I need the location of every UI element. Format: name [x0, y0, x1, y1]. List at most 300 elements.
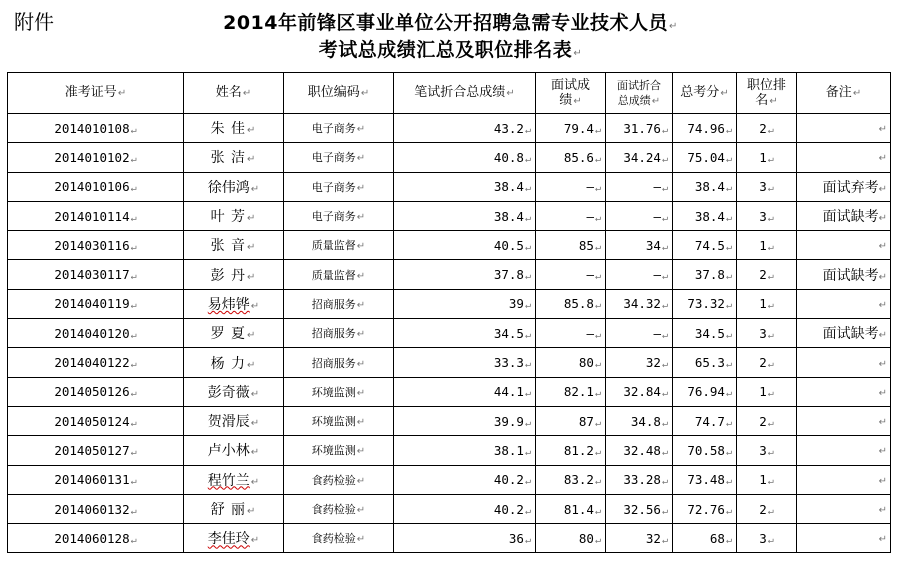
table-row: [8, 406, 891, 435]
table-row: [8, 465, 891, 494]
cell-exam-id-text: 2014060131: [54, 472, 130, 488]
paragraph-mark-icon: ↵: [725, 446, 732, 458]
cell-interview-score: [536, 114, 606, 143]
cell-interview-score: [536, 465, 606, 494]
cell-interview-converted: [606, 289, 673, 318]
cell-name: [184, 436, 284, 465]
cell-written-score-text: 38.4: [493, 208, 524, 224]
cell-position-code: [284, 436, 394, 465]
paragraph-mark-icon: ↵: [878, 183, 887, 195]
cell-written-score-text: 40.2: [493, 501, 524, 517]
cell-position-rank: [737, 201, 797, 230]
cell-exam-id: [8, 260, 184, 289]
cell-name-text: 张 音: [210, 238, 247, 255]
paragraph-mark-icon: ↵: [661, 241, 668, 253]
table-row: [8, 319, 891, 348]
paragraph-mark-icon: ↵: [524, 329, 531, 341]
cell-interview-score: [536, 289, 606, 318]
cell-exam-id: [8, 289, 184, 318]
paragraph-mark-icon: ↵: [524, 446, 531, 458]
cell-position-rank-text: 1: [759, 149, 767, 165]
cell-total-score: [673, 289, 737, 318]
cell-total-score: [673, 143, 737, 172]
paragraph-mark-icon: ↵: [767, 446, 774, 458]
paragraph-mark-icon: ↵: [878, 358, 887, 370]
cell-written-score: [394, 143, 536, 172]
paragraph-mark-icon: ↵: [356, 270, 366, 282]
cell-interview-converted: [606, 231, 673, 260]
table-row: [8, 348, 891, 377]
paragraph-mark-icon: ↵: [661, 329, 668, 341]
cell-position-code-text: 电子商务: [311, 151, 356, 165]
cell-written-score: [394, 114, 536, 143]
cell-interview-score-text: 80: [578, 355, 594, 371]
cell-interview-score: [536, 260, 606, 289]
paragraph-mark-icon: ↵: [725, 300, 732, 312]
cell-interview-score-text: 85.8: [563, 296, 594, 312]
table-row: [8, 260, 891, 289]
paragraph-mark-icon: ↵: [524, 241, 531, 253]
paragraph-mark-icon: ↵: [767, 183, 774, 195]
cell-interview-converted-text: —: [653, 267, 661, 283]
cell-name-text: 舒 丽: [210, 502, 247, 518]
paragraph-mark-icon: ↵: [130, 212, 137, 224]
cell-remark: [797, 406, 891, 435]
ranking-table: [7, 72, 891, 553]
header-remark: 备注↵: [797, 73, 891, 114]
cell-interview-converted-text: 32.56: [623, 501, 661, 517]
paragraph-mark-icon: ↵: [878, 475, 887, 487]
cell-interview-converted-text: 32: [645, 355, 661, 371]
cell-name: [184, 406, 284, 435]
paragraph-mark-icon: ↵: [767, 388, 774, 400]
cell-remark-text: 面试缺考: [822, 267, 879, 284]
cell-position-code-text: 招商服务: [311, 327, 356, 341]
cell-written-score: [394, 348, 536, 377]
cell-written-score-text: 34.5: [493, 325, 524, 341]
cell-total-score: [673, 465, 737, 494]
paragraph-mark-icon: ↵: [524, 505, 531, 517]
cell-position-rank: [737, 260, 797, 289]
cell-position-rank-text: 1: [759, 384, 767, 400]
cell-written-score-text: 40.8: [493, 149, 524, 165]
paragraph-mark-icon: ↵: [594, 241, 601, 253]
cell-total-score-text: 37.8: [694, 267, 725, 283]
cell-position-code: [284, 260, 394, 289]
cell-exam-id: [8, 172, 184, 201]
paragraph-mark-icon: ↵: [356, 446, 366, 458]
cell-name: [184, 231, 284, 260]
cell-exam-id: [8, 201, 184, 230]
paragraph-mark-icon: ↵: [661, 183, 668, 195]
cell-written-score-text: 36: [508, 530, 524, 546]
paragraph-mark-icon: ↵: [594, 271, 601, 283]
cell-total-score: [673, 436, 737, 465]
header-total-score: 总考分↵: [673, 73, 737, 114]
cell-position-code: [284, 348, 394, 377]
paragraph-mark-icon: ↵: [669, 21, 678, 32]
paragraph-mark-icon: ↵: [594, 476, 601, 488]
paragraph-mark-icon: ↵: [250, 183, 260, 195]
cell-remark-text: 面试缺考: [822, 209, 879, 226]
cell-interview-converted: [606, 406, 673, 435]
cell-total-score-text: 75.04: [687, 149, 725, 165]
cell-name-text: 罗 夏: [210, 326, 247, 343]
cell-interview-score-text: 82.1: [563, 384, 594, 400]
header-position-code: 职位编码↵: [284, 73, 394, 114]
cell-exam-id-text: 2014060128: [54, 530, 130, 546]
cell-position-code-text: 电子商务: [311, 210, 356, 224]
cell-exam-id-text: 2014050126: [54, 384, 130, 400]
document-title-line2: [0, 35, 901, 62]
cell-total-score-text: 38.4: [694, 179, 725, 195]
cell-interview-converted: [606, 377, 673, 406]
cell-interview-converted: [606, 172, 673, 201]
cell-total-score: [673, 319, 737, 348]
cell-interview-converted-text: 34.24: [623, 149, 661, 165]
cell-interview-score: [536, 436, 606, 465]
cell-interview-score: [536, 524, 606, 553]
paragraph-mark-icon: ↵: [661, 271, 668, 283]
paragraph-mark-icon: ↵: [661, 446, 668, 458]
cell-written-score-text: 38.4: [493, 179, 524, 195]
paragraph-mark-icon: ↵: [878, 124, 887, 136]
cell-interview-converted: [606, 260, 673, 289]
cell-exam-id-text: 2014030116: [54, 237, 130, 253]
table-row: [8, 436, 891, 465]
cell-written-score-text: 40.5: [493, 237, 524, 253]
paragraph-mark-icon: ↵: [130, 271, 137, 283]
cell-position-code-text: 电子商务: [311, 122, 356, 136]
cell-name: [184, 143, 284, 172]
paragraph-mark-icon: ↵: [661, 300, 668, 312]
paragraph-mark-icon: ↵: [661, 476, 668, 488]
cell-interview-converted: [606, 494, 673, 523]
paragraph-mark-icon: ↵: [130, 417, 137, 429]
cell-interview-converted-text: 32.48: [623, 442, 661, 458]
paragraph-mark-icon: ↵: [130, 329, 137, 341]
paragraph-mark-icon: ↵: [767, 241, 774, 253]
cell-position-rank: [737, 143, 797, 172]
cell-written-score: [394, 377, 536, 406]
cell-name: [184, 172, 284, 201]
cell-total-score: [673, 494, 737, 523]
paragraph-mark-icon: ↵: [356, 212, 366, 224]
cell-exam-id: [8, 114, 184, 143]
paragraph-mark-icon: ↵: [767, 505, 774, 517]
cell-remark: [797, 348, 891, 377]
paragraph-mark-icon: ↵: [247, 213, 257, 225]
paragraph-mark-icon: ↵: [130, 388, 137, 400]
paragraph-mark-icon: ↵: [767, 271, 774, 283]
cell-remark: [797, 319, 891, 348]
cell-position-rank: [737, 524, 797, 553]
cell-position-code: [284, 494, 394, 523]
cell-exam-id-text: 2014010106: [54, 179, 130, 195]
cell-exam-id: [8, 319, 184, 348]
cell-written-score: [394, 201, 536, 230]
cell-name-text: 卢小林: [207, 443, 250, 460]
paragraph-mark-icon: ↵: [356, 475, 366, 487]
cell-total-score: [673, 348, 737, 377]
cell-position-rank-text: 2: [759, 267, 767, 283]
paragraph-mark-icon: ↵: [661, 388, 668, 400]
paragraph-mark-icon: ↵: [594, 388, 601, 400]
cell-total-score-text: 72.76: [687, 501, 725, 517]
paragraph-mark-icon: ↵: [725, 329, 732, 341]
cell-exam-id-text: 2014040119: [54, 296, 130, 312]
paragraph-mark-icon: ↵: [524, 124, 531, 136]
paragraph-mark-icon: ↵: [767, 300, 774, 312]
header-written-score: 笔试折合总成绩↵: [394, 73, 536, 114]
cell-written-score: [394, 172, 536, 201]
cell-total-score: [673, 172, 737, 201]
cell-interview-score-text: —: [586, 208, 594, 224]
cell-position-code-text: 食药检验: [311, 532, 356, 546]
table-row: [8, 377, 891, 406]
paragraph-mark-icon: ↵: [247, 125, 257, 137]
paragraph-mark-icon: ↵: [356, 182, 366, 194]
paragraph-mark-icon: ↵: [661, 359, 668, 371]
cell-total-score-text: 65.3: [694, 355, 725, 371]
cell-position-code: [284, 289, 394, 318]
cell-interview-converted: [606, 201, 673, 230]
cell-interview-score: [536, 377, 606, 406]
cell-written-score: [394, 231, 536, 260]
cell-interview-score-text: —: [586, 325, 594, 341]
paragraph-mark-icon: ↵: [594, 124, 601, 136]
cell-written-score: [394, 319, 536, 348]
paragraph-mark-icon: ↵: [594, 359, 601, 371]
paragraph-mark-icon: ↵: [356, 299, 366, 311]
cell-interview-score: [536, 231, 606, 260]
cell-position-code-text: 招商服务: [311, 356, 356, 370]
cell-written-score: [394, 494, 536, 523]
paragraph-mark-icon: ↵: [878, 534, 887, 546]
cell-remark: [797, 201, 891, 230]
cell-name-text: 易炜铧: [207, 296, 250, 313]
cell-exam-id: [8, 348, 184, 377]
cell-position-rank: [737, 465, 797, 494]
paragraph-mark-icon: ↵: [250, 300, 260, 312]
cell-total-score-text: 38.4: [694, 208, 725, 224]
cell-name-text: 彭 丹: [210, 267, 247, 284]
paragraph-mark-icon: ↵: [356, 417, 366, 429]
cell-name-text: 叶 芳: [210, 209, 247, 226]
cell-position-rank-text: 3: [759, 179, 767, 195]
paragraph-mark-icon: ↵: [247, 330, 257, 342]
cell-written-score: [394, 524, 536, 553]
cell-position-rank: [737, 348, 797, 377]
cell-position-code: [284, 201, 394, 230]
cell-written-score-text: 37.8: [493, 267, 524, 283]
cell-exam-id: [8, 143, 184, 172]
cell-name: [184, 465, 284, 494]
cell-interview-converted-text: 34.8: [630, 413, 661, 429]
cell-name-text: 张 洁: [210, 150, 247, 167]
paragraph-mark-icon: ↵: [356, 241, 366, 253]
paragraph-mark-icon: ↵: [661, 505, 668, 517]
cell-name-text: 程竹兰: [207, 472, 250, 489]
paragraph-mark-icon: ↵: [524, 359, 531, 371]
paragraph-mark-icon: ↵: [130, 183, 137, 195]
cell-position-rank: [737, 377, 797, 406]
cell-exam-id-text: 2014010114: [54, 208, 130, 224]
cell-position-code-text: 质量监督: [311, 268, 356, 282]
header-name: 姓名↵: [184, 73, 284, 114]
cell-total-score: [673, 260, 737, 289]
paragraph-mark-icon: ↵: [725, 241, 732, 253]
paragraph-mark-icon: ↵: [247, 359, 257, 371]
cell-interview-score-text: 87: [578, 413, 594, 429]
cell-remark: [797, 289, 891, 318]
cell-written-score-text: 38.1: [493, 442, 524, 458]
cell-interview-converted-text: —: [653, 179, 661, 195]
paragraph-mark-icon: ↵: [725, 212, 732, 224]
cell-position-rank-text: 3: [759, 208, 767, 224]
cell-position-code-text: 招商服务: [311, 297, 356, 311]
paragraph-mark-icon: ↵: [524, 417, 531, 429]
cell-interview-converted: [606, 436, 673, 465]
paragraph-mark-icon: ↵: [661, 124, 668, 136]
paragraph-mark-icon: ↵: [594, 505, 601, 517]
cell-written-score-text: 39.9: [493, 413, 524, 429]
cell-written-score-text: 33.3: [493, 355, 524, 371]
paragraph-mark-icon: ↵: [767, 359, 774, 371]
cell-position-code: [284, 524, 394, 553]
cell-position-rank-text: 3: [759, 442, 767, 458]
cell-total-score-text: 74.7: [694, 413, 725, 429]
cell-name: [184, 201, 284, 230]
cell-total-score: [673, 231, 737, 260]
cell-remark: [797, 143, 891, 172]
cell-total-score-text: 68: [709, 530, 725, 546]
title-line1-text: 2014年前锋区事业单位公开招聘急需专业技术人员: [223, 12, 668, 34]
paragraph-mark-icon: ↵: [130, 476, 137, 488]
cell-interview-score-text: —: [586, 179, 594, 195]
paragraph-mark-icon: ↵: [356, 329, 366, 341]
cell-name-text: 李佳玲: [207, 531, 250, 548]
cell-exam-id-text: 2014050124: [54, 413, 130, 429]
paragraph-mark-icon: ↵: [130, 153, 137, 165]
cell-interview-converted-text: 34: [645, 237, 661, 253]
cell-written-score: [394, 465, 536, 494]
cell-name-text: 朱 佳: [210, 121, 247, 138]
paragraph-mark-icon: ↵: [130, 300, 137, 312]
cell-position-code-text: 食药检验: [311, 473, 356, 487]
cell-interview-converted: [606, 348, 673, 377]
cell-exam-id-text: 2014030117: [54, 267, 130, 283]
paragraph-mark-icon: ↵: [725, 476, 732, 488]
cell-position-rank-text: 1: [759, 296, 767, 312]
cell-name-text: 彭奇薇: [207, 384, 250, 401]
header-exam-id: 准考证号↵: [8, 73, 184, 114]
paragraph-mark-icon: ↵: [594, 417, 601, 429]
paragraph-mark-icon: ↵: [878, 271, 887, 283]
cell-name-text: 徐伟鸿: [207, 179, 250, 196]
cell-remark-text: 面试缺考: [822, 326, 879, 343]
paragraph-mark-icon: ↵: [767, 534, 774, 546]
paragraph-mark-icon: ↵: [767, 212, 774, 224]
paragraph-mark-icon: ↵: [878, 446, 887, 458]
cell-exam-id-text: 2014010102: [54, 149, 130, 165]
paragraph-mark-icon: ↵: [878, 299, 887, 311]
cell-position-rank: [737, 406, 797, 435]
cell-interview-converted: [606, 524, 673, 553]
cell-remark: [797, 494, 891, 523]
cell-position-code: [284, 319, 394, 348]
paragraph-mark-icon: ↵: [594, 212, 601, 224]
cell-interview-converted: [606, 319, 673, 348]
paragraph-mark-icon: ↵: [247, 154, 257, 166]
cell-exam-id-text: 2014040122: [54, 355, 130, 371]
cell-remark-text: 面试弃考: [822, 179, 879, 196]
paragraph-mark-icon: ↵: [767, 476, 774, 488]
cell-interview-converted-text: —: [653, 208, 661, 224]
cell-position-code-text: 食药检验: [311, 503, 356, 516]
cell-total-score-text: 76.94: [687, 384, 725, 400]
cell-written-score: [394, 436, 536, 465]
cell-total-score-text: 73.32: [687, 296, 725, 312]
paragraph-mark-icon: ↵: [594, 446, 601, 458]
table-row: [8, 201, 891, 230]
paragraph-mark-icon: ↵: [130, 124, 137, 136]
document-title-line1: [0, 8, 901, 35]
table-row: [8, 172, 891, 201]
paragraph-mark-icon: ↵: [878, 417, 887, 429]
cell-position-rank-text: 2: [759, 355, 767, 371]
paragraph-mark-icon: ↵: [524, 183, 531, 195]
table-header-row: [8, 73, 891, 114]
cell-exam-id: [8, 465, 184, 494]
cell-total-score: [673, 406, 737, 435]
cell-position-rank-text: 2: [759, 120, 767, 136]
cell-position-code: [284, 143, 394, 172]
cell-exam-id-text: 2014060132: [54, 501, 130, 517]
cell-exam-id: [8, 524, 184, 553]
cell-interview-converted-text: 33.28: [623, 472, 661, 488]
cell-total-score: [673, 524, 737, 553]
cell-total-score-text: 34.5: [694, 325, 725, 341]
cell-written-score: [394, 289, 536, 318]
paragraph-mark-icon: ↵: [767, 153, 774, 165]
cell-total-score: [673, 201, 737, 230]
cell-name-text: 杨 力: [210, 355, 247, 372]
cell-interview-score: [536, 406, 606, 435]
cell-name-text: 贺滑辰: [207, 414, 250, 431]
paragraph-mark-icon: ↵: [524, 153, 531, 165]
cell-written-score-text: 43.2: [493, 120, 524, 136]
cell-exam-id-text: 2014040120: [54, 325, 130, 341]
cell-name: [184, 114, 284, 143]
paragraph-mark-icon: ↵: [250, 476, 260, 488]
paragraph-mark-icon: ↵: [250, 388, 260, 400]
paragraph-mark-icon: ↵: [524, 212, 531, 224]
cell-interview-score: [536, 172, 606, 201]
header-interview-score: 面试成 绩↵: [536, 73, 606, 114]
paragraph-mark-icon: ↵: [247, 242, 257, 254]
cell-remark: [797, 231, 891, 260]
cell-name: [184, 348, 284, 377]
cell-position-code-text: 环境监测: [311, 385, 356, 399]
paragraph-mark-icon: ↵: [356, 534, 366, 546]
paragraph-mark-icon: ↵: [130, 241, 137, 253]
paragraph-mark-icon: ↵: [725, 359, 732, 371]
paragraph-mark-icon: ↵: [250, 535, 260, 547]
paragraph-mark-icon: ↵: [725, 505, 732, 517]
cell-exam-id: [8, 406, 184, 435]
paragraph-mark-icon: ↵: [247, 506, 257, 517]
